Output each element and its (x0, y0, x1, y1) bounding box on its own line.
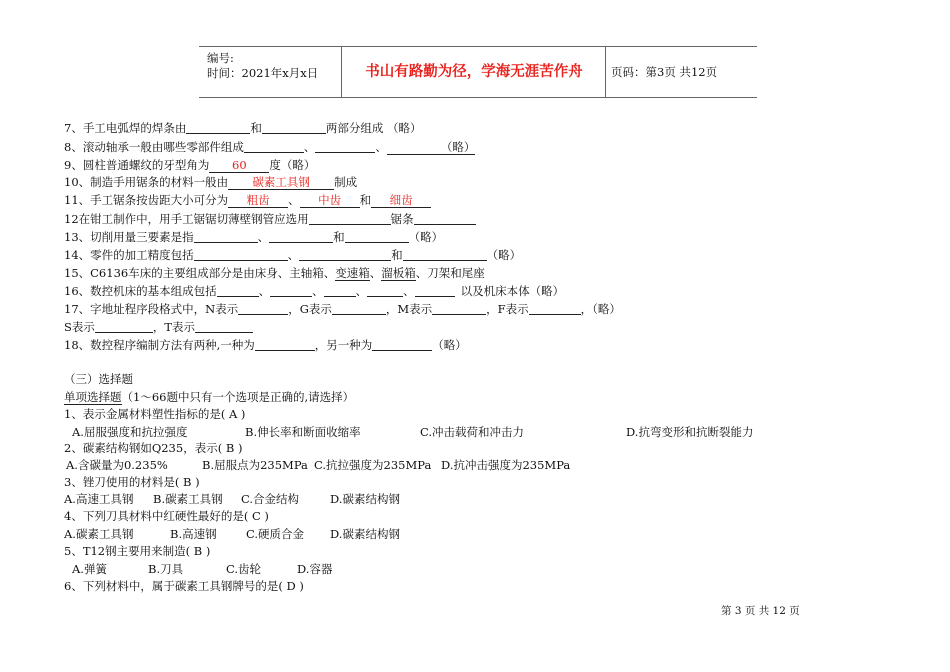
q13-blank-2 (269, 229, 333, 243)
q8-blank-1 (244, 139, 304, 153)
q8-sep-1: 、 (303, 140, 316, 154)
section-3-title: （三）选择题 (64, 372, 133, 386)
q18-text-c: （略） (432, 338, 467, 352)
fill-question-18 (64, 337, 467, 354)
q16-sep-2: 、 (312, 284, 324, 298)
q15-text-c: 、刀架和尾座 (415, 266, 485, 280)
choice-q3-option-b: B.碳素工具钢 (153, 492, 223, 506)
choice-q2-option-a: A.含碳量为0.235% (66, 458, 168, 472)
choice-q6-stem: 6、下列材料中，属于碳素工具钢牌号的是( D ) (64, 579, 304, 593)
fill-question-8 (64, 139, 475, 156)
choice-q4-option-c: C.硬质合金 (246, 527, 305, 541)
choice-q4-option-d: D.碳素结构钢 (330, 527, 400, 541)
choice-q3-option-d: D.碳素结构钢 (330, 492, 400, 506)
q7-text-b: 和 (250, 121, 262, 135)
q8-text-c: （略） (440, 140, 476, 154)
q7-blank-1 (186, 120, 250, 134)
q7-text-c: 两部分组成 （略） (325, 121, 422, 135)
q13-text-c: （略） (408, 230, 444, 244)
fill-question-16 (64, 283, 564, 300)
q14-blank-1 (194, 247, 288, 261)
choice-q1-option-c: C.冲击载荷和冲击力 (420, 425, 525, 439)
q15-answer-1: 变速箱 (335, 266, 370, 280)
q9-answer: 60 (209, 159, 269, 173)
q17-blank-m (432, 301, 486, 315)
fill-question-9 (64, 157, 315, 174)
choice-q4-stem: 4、下列刀具材料中红硬性最好的是( C ) (64, 509, 269, 523)
q16-text-c: 以及机床本体（略） (460, 284, 565, 298)
q11-answer-1: 粗齿 (228, 194, 288, 208)
q17-text-f: ，F表示 (486, 302, 529, 316)
choice-q1-option-a: A.屈服强度和抗拉强度 (72, 425, 188, 439)
fill-question-11 (64, 192, 431, 209)
page-header (199, 46, 757, 98)
q17-blank-g (332, 301, 386, 315)
choice-q5-option-d: D.容器 (297, 562, 333, 576)
q16-blank-4 (367, 283, 403, 297)
q17-blank-n (238, 301, 288, 315)
choice-q1-option-b: B.伸长率和断面收缩率 (245, 425, 361, 439)
fill-question-15 (64, 265, 485, 282)
q17b-text-t: ，T表示 (152, 320, 196, 334)
q13-text-a: 13、切削用量三要素是指 (64, 230, 194, 244)
q18-blank-2 (372, 337, 432, 351)
choice-q5-option-c: C.齿轮 (226, 562, 262, 576)
q12-blank-2 (414, 211, 476, 225)
fill-question-14 (64, 247, 521, 264)
q13-blank-3 (345, 229, 409, 243)
q18-text-a: 18、数控程序编制方法有两种,一种为 (64, 338, 255, 352)
section-3-intro-underlined: 单项选择题 (64, 390, 122, 404)
q17b-blank-t (195, 319, 253, 333)
q15-sep-1: 、 (369, 266, 382, 280)
header-time-label: 时间：2021年x月x日 (207, 66, 319, 80)
q11-answer-3: 细齿 (371, 194, 431, 208)
q18-blank-1 (255, 337, 315, 351)
header-motto: 书山有路勤为径，学海无涯苦作舟 (365, 63, 583, 80)
section-3-intro-rest: （1～66题中只有一个选项是正确的,请选择） (121, 390, 355, 404)
choice-q5-option-b: B.刀具 (148, 562, 184, 576)
header-divider-right (605, 47, 606, 97)
q11-sep-1: 、 (288, 193, 300, 207)
q15-answer-2: 溜板箱 (381, 266, 416, 280)
choice-q4-option-a: A.碳素工具钢 (64, 527, 134, 541)
fill-question-12 (64, 211, 476, 228)
q17-text-m: ，M表示 (385, 302, 433, 316)
q16-blank-3 (324, 283, 356, 297)
q17-blank-f (529, 301, 581, 315)
header-meta (207, 51, 318, 81)
fill-question-17 (64, 301, 621, 318)
header-page-label: 页码：第3页 共12页 (611, 65, 718, 79)
choice-q5-stem: 5、T12钢主要用来制造( B ) (64, 544, 211, 558)
q13-sep-2: 和 (333, 230, 345, 244)
q12-text-a: 12在钳工制作中，用手工锯锯切薄壁钢管应选用 (64, 212, 309, 226)
choice-q2-stem: 2、碳素结构钢如Q235，表示( B ) (64, 441, 243, 455)
q16-text-a: 16、数控机床的基本组成包括 (64, 284, 217, 298)
q16-blank-2 (270, 283, 312, 297)
q8-blank-2 (315, 139, 375, 153)
fill-question-17-continued (64, 319, 253, 336)
q16-blank-1 (217, 283, 259, 297)
q8-sep-2: 、 (375, 140, 387, 154)
fill-question-7 (64, 120, 421, 137)
q14-blank-3 (403, 247, 487, 261)
q16-sep-4: 、 (403, 284, 415, 298)
choice-q1-option-d: D.抗弯变形和抗断裂能力 (626, 425, 754, 439)
q8-text-a: 8、滚动轴承一般由哪些零部件组成 (64, 140, 244, 154)
q17-text-a: 17、字地址程序段格式中，N表示 (64, 302, 239, 316)
choice-q1-stem: 1、表示金属材料塑性指标的是( A ) (64, 407, 246, 421)
choice-q2-option-b: B.屈服点为235MPa (202, 458, 308, 472)
q11-answer-2: 中齿 (300, 194, 360, 208)
q14-sep-1: 、 (287, 248, 300, 262)
q11-sep-2: 和 (359, 193, 372, 207)
choice-q3-stem: 3、锉刀使用的材料是( B ) (64, 475, 200, 489)
choice-q2-option-d: D.抗冲击强度为235MPa (441, 458, 571, 472)
choice-q2-option-c: C.抗拉强度为235MPa (314, 458, 432, 472)
q14-blank-2 (299, 247, 391, 261)
q17b-blank-s (95, 319, 153, 333)
header-number-label: 编号: (207, 51, 234, 65)
q10-text-c: 制成 (334, 175, 358, 189)
choice-q3-option-a: A.高速工具钢 (64, 492, 134, 506)
q16-blank-5 (415, 283, 455, 297)
fill-question-13 (64, 229, 443, 246)
q9-text-a: 9、圆柱普通螺纹的牙型角为 (64, 158, 210, 172)
q12-text-b: 锯条 (390, 212, 414, 226)
fill-question-10 (64, 174, 357, 191)
q17-text-g: ，G表示 (288, 302, 332, 316)
q11-text-a: 11、手工锯条按齿距大小可分为 (64, 193, 229, 207)
choice-q3-option-c: C.合金结构 (241, 492, 300, 506)
section-3-intro (64, 389, 354, 406)
q16-sep-3: 、 (355, 284, 368, 298)
q14-text-a: 14、零件的加工精度包括 (64, 248, 194, 262)
q7-blank-2 (262, 120, 326, 134)
q10-text-a: 10、制造手用锯条的材料一般由 (64, 175, 229, 189)
q7-text-a: 7、手工电弧焊的焊条由 (64, 121, 187, 135)
q17b-text-s: S表示 (64, 320, 95, 334)
q10-answer: 碳素工具钢 (228, 176, 334, 190)
q15-text-a: 15、C6136车床的主要组成部分是由床身、主轴箱、 (64, 266, 336, 280)
q17-text-c: ，（略） (580, 302, 621, 316)
q12-blank-1 (309, 211, 391, 225)
page-footer: 第 3 页 共 12 页 (721, 605, 800, 617)
q13-blank-1 (194, 229, 258, 243)
q8-blank-3 (387, 140, 476, 155)
q18-text-b: ，另一种为 (314, 338, 373, 352)
choice-q4-option-b: B.高速钢 (170, 527, 217, 541)
choice-q5-option-a: A.弹簧 (72, 562, 107, 576)
q14-sep-2: 和 (391, 248, 403, 262)
q14-text-c: （略） (486, 248, 522, 262)
q16-sep-1: 、 (258, 284, 271, 298)
q9-text-c: 度（略） (269, 158, 316, 172)
q13-sep-1: 、 (257, 230, 270, 244)
